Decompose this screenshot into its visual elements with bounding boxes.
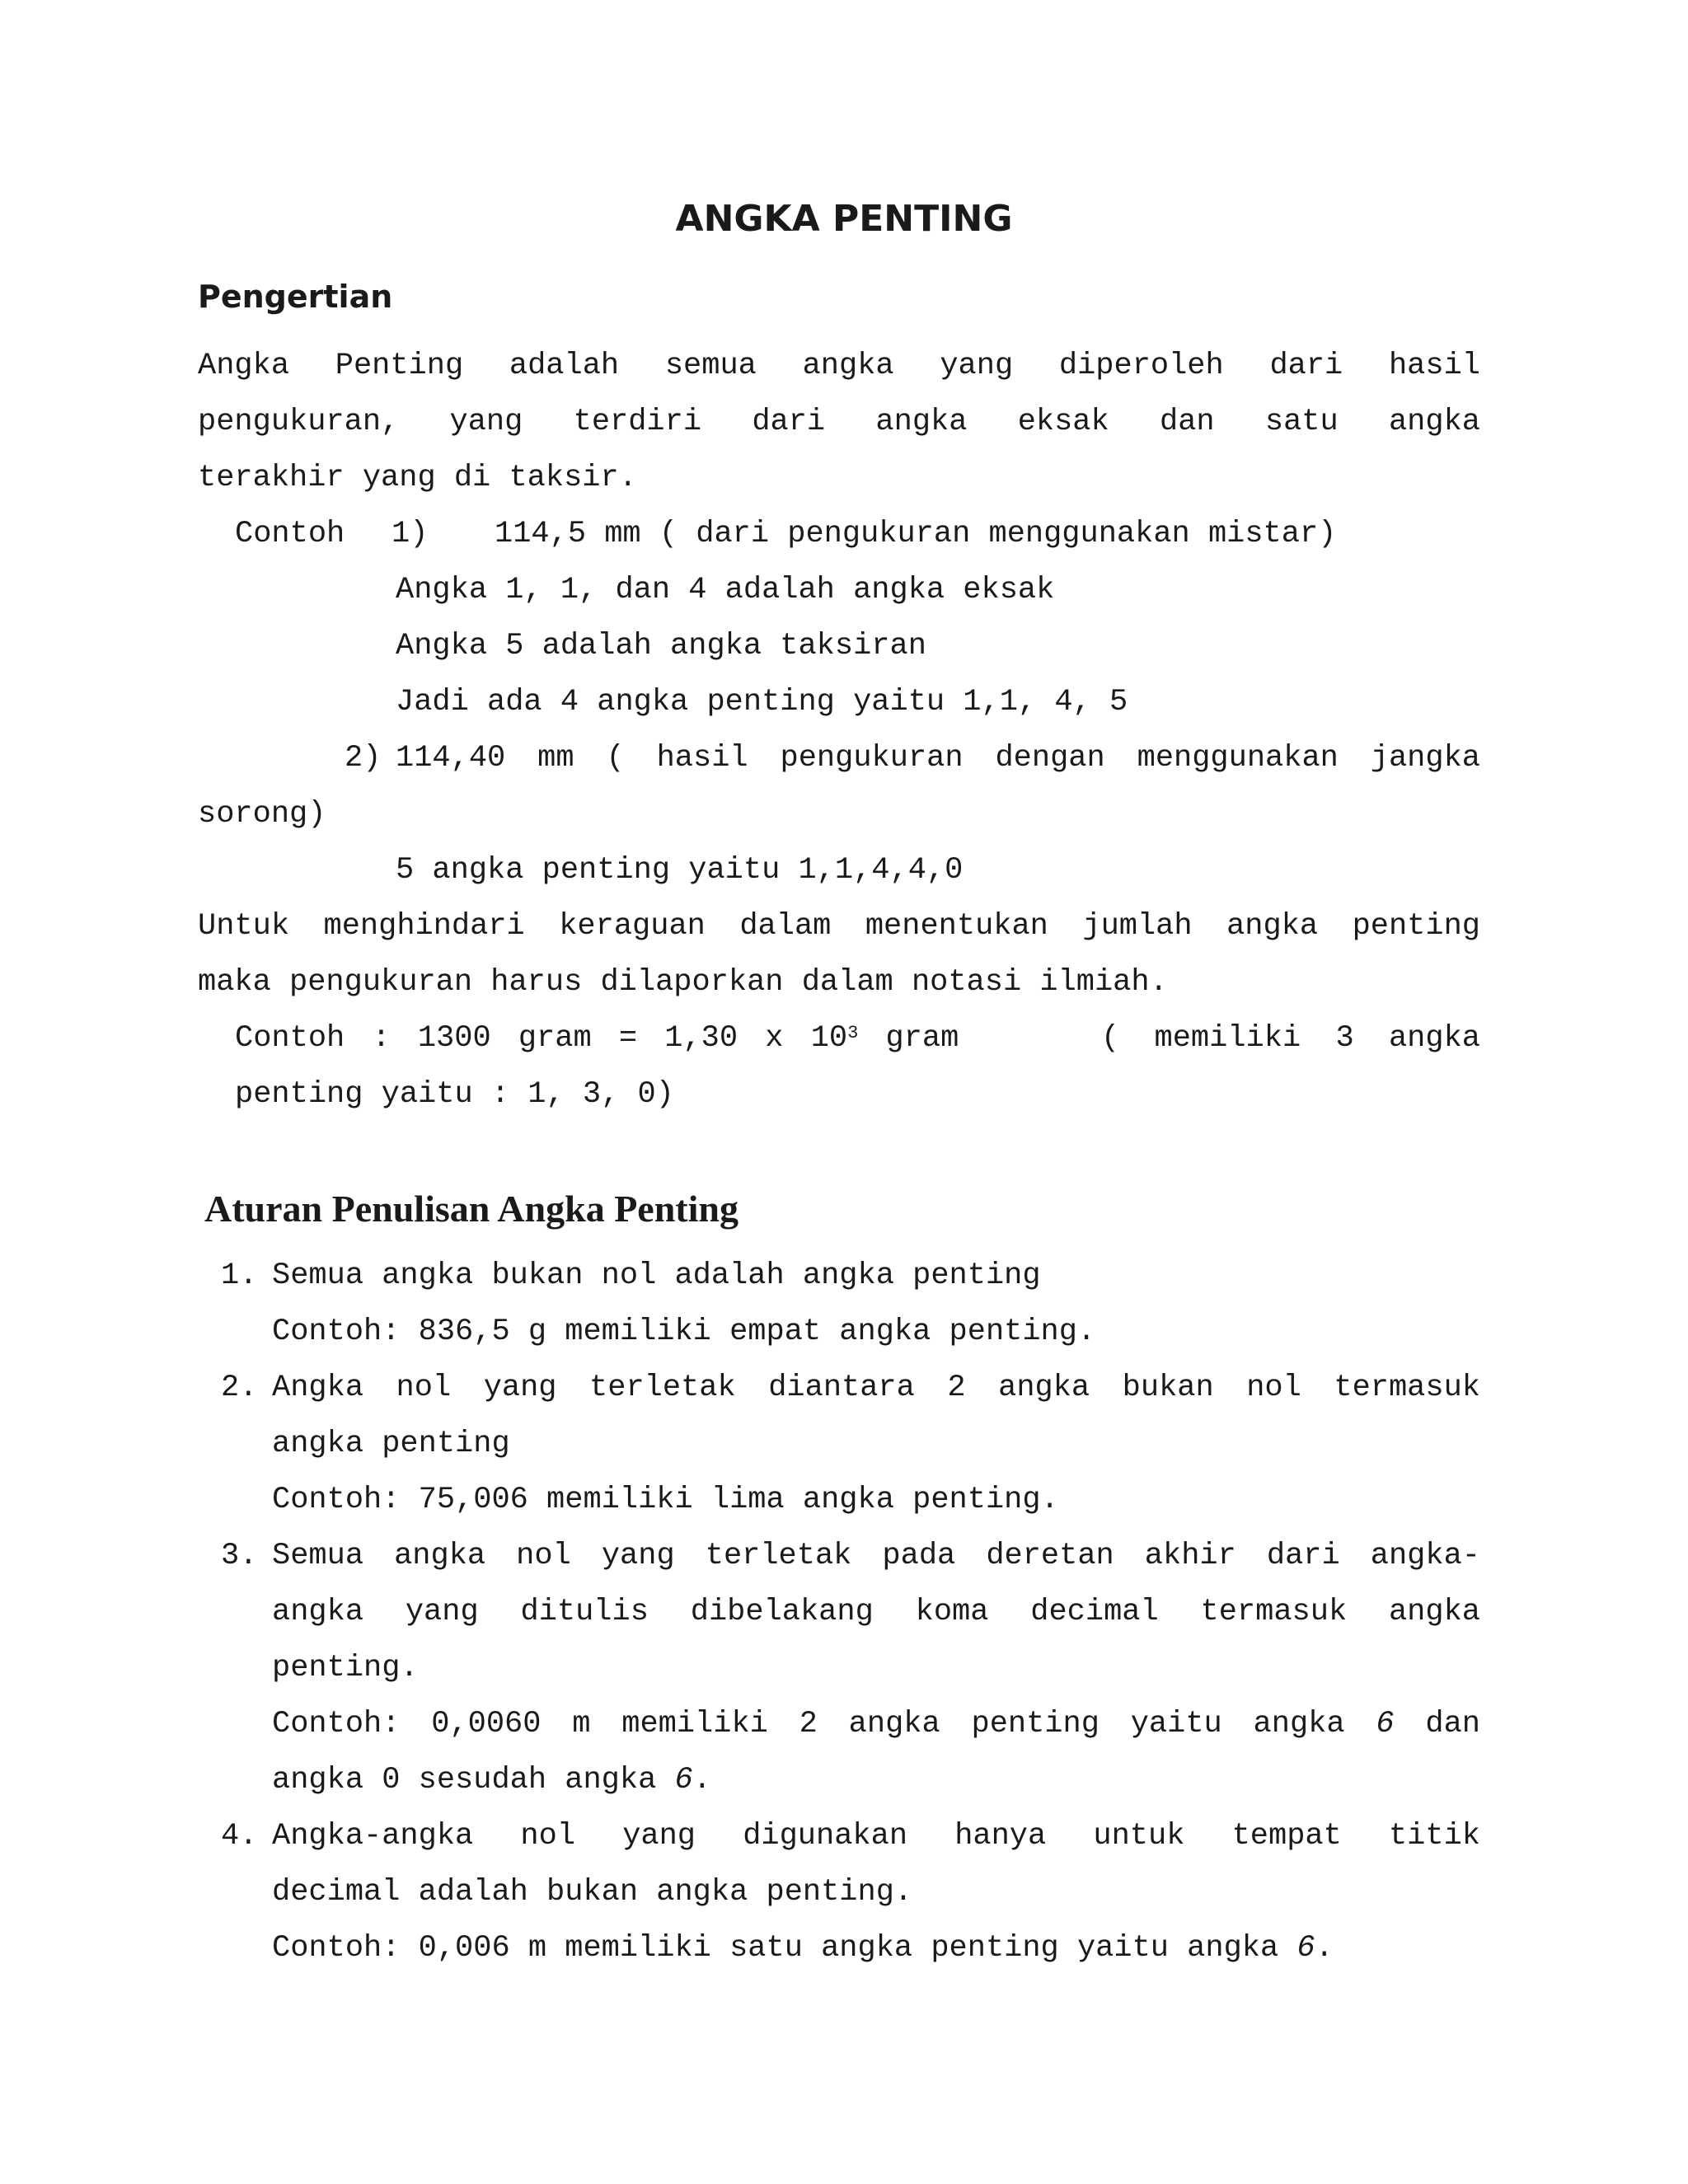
rule-example-text: . [692,1763,711,1797]
rule-text: angka yang ditulis dibelakang koma decimal termasuk angka [272,1595,1480,1629]
rule-text: penting. [272,1651,419,1685]
rule-example-text: angka 0 sesudah angka [272,1763,675,1797]
rule-example: Contoh: 75,006 memiliki lima angka penting. [272,1483,1059,1517]
paragraph-line: maka pengukuran harus dilaporkan dalam notasi ilmiah. [198,965,1168,1000]
rule-example [272,1708,1480,1741]
rule-text: decimal adalah bukan angka penting. [272,1875,913,1910]
rule-text: angka penting [272,1427,510,1461]
rule-example: Contoh: 836,5 g memiliki empat angka penting. [272,1315,1096,1349]
rule-number: 3. [221,1539,258,1573]
rule-number: 4. [221,1819,258,1854]
rule-example-digit: 6 [1376,1707,1395,1741]
example-detail: Angka 1, 1, dan 4 adalah angka eksak [396,573,1055,607]
rule-example-text: Contoh: 0,006 m memiliki satu angka penting yaitu angka [272,1931,1297,1966]
example-detail: 5 angka penting yaitu 1,1,4,4,0 [396,853,964,888]
example-detail: Jadi ada 4 angka penting yaitu 1,1, 4, 5 [396,685,1128,719]
exponent: 3 [847,1023,859,1043]
example-notation-text: Contoh : 1300 gram = 1,30 x 10 [235,1021,848,1056]
example-detail: Angka 5 adalah angka taksiran [396,629,926,663]
paragraph-line: terakhir yang di taksir. [198,461,637,495]
example-text-continued: sorong) [198,797,326,832]
rule-example-text: dan [1394,1707,1480,1741]
paragraph-line: Angka Penting adalah semua angka yang diperoleh dari hasil [198,349,1480,383]
example-number: 1) [392,517,429,551]
example-text: 114,5 mm ( dari pengukuran menggunakan mistar) [495,517,1337,551]
example-text: 114,40 mm ( hasil pengukuran dengan menggunakan jangka [396,741,1480,776]
example-notation-unit: gram [858,1021,959,1056]
example-number: 2) [345,741,382,776]
rule-example-text: . [1315,1931,1334,1966]
example-notation-note: ( memiliki 3 angka [1101,1021,1480,1056]
rule-text: Semua angka bukan nol adalah angka penting [272,1258,1041,1293]
rule-example-text: Contoh: 0,0060 m memiliki 2 angka penting yaitu angka [272,1707,1376,1741]
rule-text: Angka-angka nol yang digunakan hanya untuk tempat titik [272,1819,1480,1854]
rule-text: Semua angka nol yang terletak pada deretan akhir dari angka- [272,1539,1480,1573]
paragraph-line: Untuk menghindari keraguan dalam menentukan jumlah angka penting [198,909,1480,944]
document-title: ANGKA PENTING [675,198,1013,240]
rule-number: 2. [221,1371,258,1405]
example-notation-note: penting yaitu : 1, 3, 0) [235,1077,674,1112]
rule-example-digit: 6 [674,1763,693,1797]
rule-example [272,1764,711,1797]
example-label: Contoh [235,517,345,551]
rule-text: Angka nol yang terletak diantara 2 angka bukan nol termasuk [272,1371,1480,1405]
paragraph-line: pengukuran, yang terdiri dari angka eksak dan satu angka [198,405,1480,439]
rule-example [272,1932,1334,1965]
rule-example-digit: 6 [1296,1931,1315,1966]
section-heading-pengertian: Pengertian [198,279,393,315]
example-notation [235,1022,959,1055]
section-heading-aturan: Aturan Penulisan Angka Penting [204,1188,738,1230]
rule-number: 1. [221,1258,258,1293]
